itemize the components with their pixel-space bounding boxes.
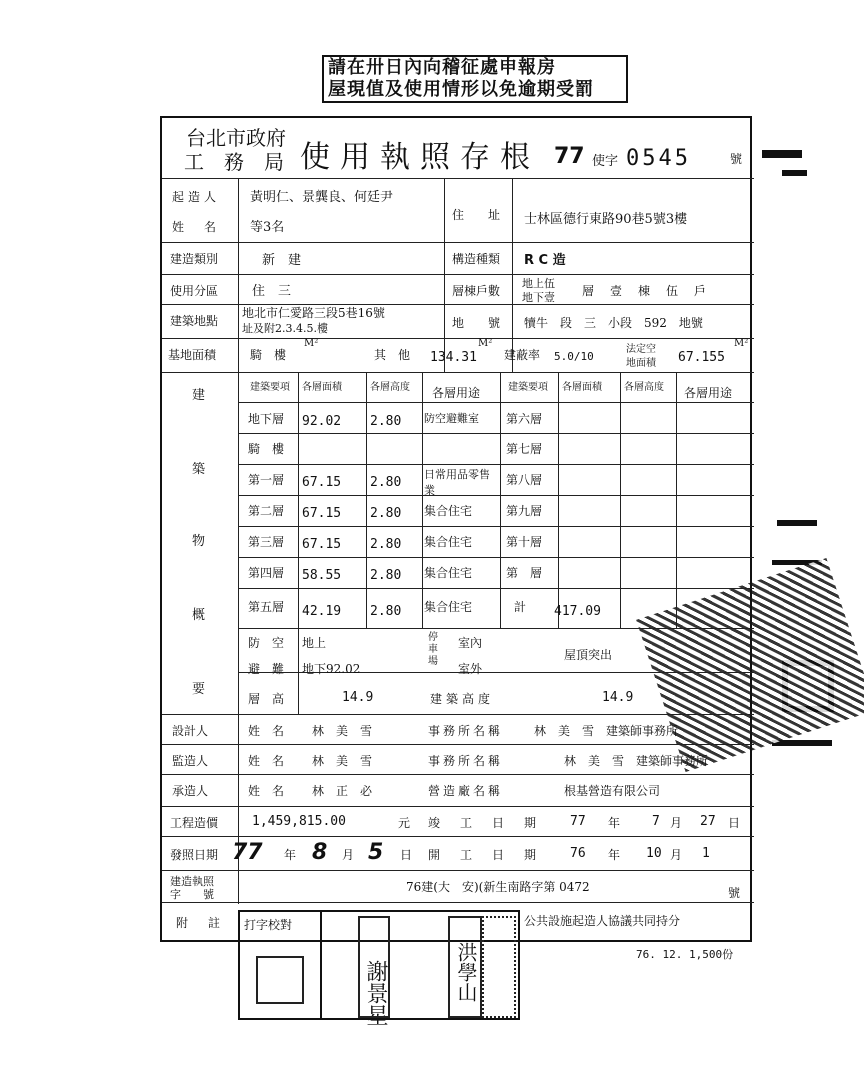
tax-notice-box [322,55,628,103]
row-nf: 第 層 [506,566,543,580]
signature-column [318,910,520,1026]
row-area: 67.15 [302,537,342,552]
start-nian: 年 [608,848,621,862]
builder-label: 起造人 [172,190,221,204]
row-8f: 第八層 [506,473,543,487]
col-area-header: 各層面積 [302,382,342,393]
floor-height-value: 14.9 [342,690,374,705]
row-height: 2.80 [370,414,402,429]
lot-label: 地 號 [452,316,507,330]
row-area: 58.55 [302,568,342,583]
address-label: 住 址 [452,208,507,222]
other-label: 其 他 [374,348,411,362]
zone-value: 住 三 [252,284,292,299]
site-line1: 地北市仁愛路三段5巷16號 [242,306,385,320]
floor-height-label: 層 高 [248,692,285,706]
rect-seal-1 [358,916,390,1018]
row-height: 2.80 [370,506,402,521]
square-seal [256,956,304,1004]
builder-count: 等3名 [250,220,285,235]
arcade-unit: M² [304,338,319,349]
tax-notice-line2: 屋現值及使用情形以免逾期受罰 [328,79,594,100]
legal-label1: 法定空 [626,344,656,355]
row-use: 集合住宅 [424,535,473,549]
supervisor-label: 監造人 [172,754,209,768]
permit-hao-end: 號 [728,886,741,900]
permit-label2: 字 號 [170,888,214,901]
ratio-value: 5.0/10 [554,350,594,363]
legal-unit: M² [734,338,749,349]
parking-outdoor: 室外 [458,662,483,676]
start-day: 1 [702,846,710,861]
outline-side-2: 築 [192,462,206,477]
floors-label: 層棟戶數 [452,284,501,298]
row-use: 防空避難室 [424,412,479,425]
background-page-fragment [752,140,864,940]
arcade-label: 騎 樓 [250,348,287,362]
supervisor-name: 林 美 雪 [312,754,373,768]
other-area: 134.31 [430,350,477,365]
row-height: 2.80 [370,568,402,583]
complete-nian: 年 [608,816,621,830]
tax-notice-line1: 請在卅日內向稽征處申報房 [328,57,556,78]
complete-day: 27 [700,814,716,829]
contractor-label: 承造人 [172,784,209,798]
bldg-height-value: 14.9 [602,690,634,705]
supervisor-office: 林 美 雪 建築師事務所 [564,754,709,768]
issue-yue: 月 [342,848,355,862]
row-use: 集合住宅 [424,504,473,518]
cost-unit: 元 [398,816,411,830]
roof-label: 屋頂突出 [564,648,613,662]
stamp-name-2: 洪學山 [454,942,478,1002]
cost-value: 1,459,815.00 [252,814,346,829]
floors-above: 地上伍 [522,277,555,290]
designer-name: 林 美 雪 [312,724,373,738]
lot-value: 犢牛 段 三 小段 592 地號 [524,316,703,330]
col-item-header-right: 建築要項 [508,382,548,393]
proofread-box [238,910,322,1020]
contractor-name-label: 姓 名 [248,784,285,798]
issue-nian: 年 [284,848,297,862]
total-area: 417.09 [554,604,601,619]
complete-yue: 月 [670,816,683,830]
floors-below: 地下壹 [522,291,555,304]
row-6f: 第六層 [506,412,543,426]
issue-month: 8 [312,840,328,865]
row-area: 92.02 [302,414,342,429]
issue-year: 77 [232,840,263,865]
row-area: 42.19 [302,604,342,619]
col-use-header-right: 各層用途 [684,386,733,400]
outline-side-4: 概 [192,608,206,623]
issue-day: 5 [368,840,384,865]
base-area-label: 基地面積 [168,348,217,362]
rect-seal-3 [482,916,516,1018]
ratio-label: 建蔽率 [504,348,541,362]
contractor-name: 林 正 必 [312,784,373,798]
cost-label: 工程造價 [170,816,219,830]
permit-year: 77 [554,144,585,169]
other-unit: M² [478,338,493,349]
row-area: 67.15 [302,506,342,521]
supervisor-name-label: 姓 名 [248,754,285,768]
usage-permit-form [160,116,752,942]
start-month: 10 [646,846,662,861]
designer-label: 設計人 [172,724,209,738]
row-7f: 第七層 [506,442,543,456]
designer-office-label: 事務所名稱 [428,724,504,738]
permit-hao: 號 [730,152,743,166]
start-yue: 月 [670,848,683,862]
start-label: 開 工 日 期 [428,848,541,862]
org-line1: 台北市政府 [186,126,286,150]
complete-ri: 日 [728,816,741,830]
rect-seal-2 [448,916,482,1018]
row-height: 2.80 [370,537,402,552]
legal-label2: 地面積 [626,358,656,369]
start-year: 76 [570,846,586,861]
complete-year: 77 [570,814,586,829]
complete-month: 7 [652,814,660,829]
factory-label: 營造廠名稱 [428,784,504,798]
col-height-header-right: 各層高度 [624,382,664,393]
note-label: 附 註 [176,916,225,930]
supervisor-office-label: 事務所名稱 [428,754,504,768]
type-label: 建造類別 [170,252,219,266]
row-9f: 第九層 [506,504,543,518]
outline-side-1: 建 [192,388,206,403]
zone-label: 使用分區 [170,284,219,298]
structure-label: 構造種類 [452,252,501,266]
col-area-header-right: 各層面積 [562,382,602,393]
row-item: 第二層 [248,504,285,518]
parking-label: 停車場 [428,632,438,667]
col-use-header: 各層用途 [432,386,481,400]
refuge-label: 避 難 [248,662,285,676]
row-item: 地下層 [248,412,285,426]
bldg-height-label: 建築高度 [430,692,495,706]
permit-text: 76建(大 安)(新生南路字第 0472 [406,880,590,894]
designer-office: 林 美 雪 建築師事務所 [534,724,679,738]
permit-label1: 建造執照 [170,875,214,888]
stamp-name-1: 謝景星 [363,960,388,1026]
row-height: 2.80 [370,604,402,619]
row-10f: 第十層 [506,535,543,549]
type-value: 新 建 [262,253,302,268]
outline-side-3: 物 [192,534,206,549]
row-use: 日常用品零售業 [424,468,490,497]
issue-label: 發照日期 [170,848,219,862]
org-line2: 工 務 局 [184,150,284,174]
floors-summary: 層 壹 棟 伍 戶 [582,284,709,298]
site-label: 建築地點 [170,314,219,328]
site-line2: 址及附2.3.4.5.樓 [242,322,328,335]
row-total-label: 計 [514,600,527,614]
col-height-header: 各層高度 [370,382,410,393]
legal-value: 67.155 [678,350,725,365]
factory-name: 根基營造有限公司 [564,784,661,798]
shelter-label: 防 空 [248,636,285,650]
permit-word-prefix: 使字 [592,154,619,169]
name-label: 姓 名 [172,220,221,234]
shelter-above: 地上 [302,636,327,650]
issue-ri: 日 [400,848,413,862]
row-area: 67.15 [302,475,342,490]
proofread-label: 打字校對 [244,918,293,932]
designer-name-label: 姓 名 [248,724,285,738]
row-item: 第四層 [248,566,285,580]
row-use: 集合住宅 [424,600,473,614]
row-item: 第一層 [248,473,285,487]
row-item: 第三層 [248,535,285,549]
permit-number: 0545 [626,146,691,171]
complete-label: 竣 工 日 期 [428,816,541,830]
row-item: 騎 樓 [248,442,285,456]
col-item-header: 建築要項 [250,382,290,393]
parking-indoor: 室內 [458,636,483,650]
row-height: 2.80 [370,475,402,490]
builder-names: 黃明仁、景龔良、何廷尹 [250,190,394,205]
row-use: 集合住宅 [424,566,473,580]
note-text: 公共設施起造人協議共同持分 [524,914,681,928]
builder-address: 士林區德行東路90巷5號3樓 [524,212,688,227]
print-run-footer: 76. 12. 1,500份 [636,948,734,961]
refuge-below: 地下92.02 [302,662,361,676]
row-item: 第五層 [248,600,285,614]
page-title: 使用執照存根 [300,140,540,175]
structure-value: R C 造 [524,253,566,268]
outline-side-5: 要 [192,682,206,697]
